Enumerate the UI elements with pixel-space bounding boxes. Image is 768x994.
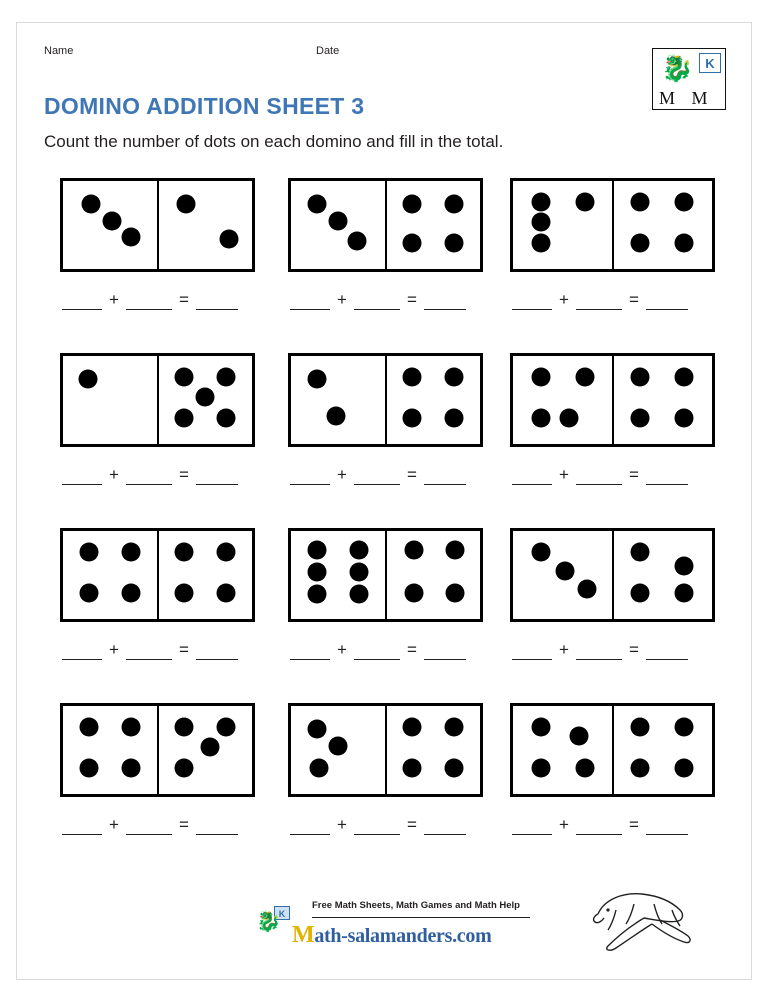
addend-2-blank[interactable]: [354, 645, 400, 660]
domino-half-right: [386, 531, 481, 619]
domino-pip: [559, 408, 578, 427]
domino-pip: [402, 718, 421, 737]
equation-line: [290, 290, 510, 310]
problem-4: [60, 353, 280, 484]
addend-2-blank[interactable]: [576, 645, 622, 660]
domino-pip: [675, 193, 694, 212]
domino-pip: [675, 557, 694, 576]
plus-sign: +: [109, 815, 119, 834]
domino-pip: [444, 758, 463, 777]
domino-pip: [80, 758, 99, 777]
domino-pip: [176, 194, 195, 213]
total-blank[interactable]: [646, 470, 688, 485]
addend-2-blank[interactable]: [126, 820, 172, 835]
domino-tile: [60, 178, 255, 272]
problem-grid: [40, 178, 730, 878]
domino-half-left: [291, 706, 386, 794]
name-label: Name: [44, 45, 74, 57]
plus-sign: +: [559, 465, 569, 484]
domino-pip: [444, 194, 463, 213]
domino-pip: [531, 193, 550, 212]
footer-url-initial: M: [292, 922, 315, 948]
footer-url[interactable]: [292, 922, 491, 949]
problem-3: [510, 178, 730, 309]
equals-sign: =: [628, 465, 639, 484]
addend-2-blank[interactable]: [576, 820, 622, 835]
domino-pip: [402, 194, 421, 213]
problem-5: [288, 353, 508, 484]
problem-row: [40, 178, 730, 353]
domino-pip: [631, 193, 650, 212]
problem-2: [288, 178, 508, 309]
footer-logo-k-badge: K: [274, 906, 290, 920]
domino-pip: [348, 231, 367, 250]
domino-pip: [174, 368, 193, 387]
equals-sign: =: [178, 815, 189, 834]
domino-half-right: [613, 181, 713, 269]
problem-6: [510, 353, 730, 484]
problem-12: [510, 703, 730, 834]
equals-sign: =: [406, 815, 417, 834]
domino-half-right: [158, 181, 253, 269]
equals-sign: =: [406, 640, 417, 659]
domino-pip: [555, 562, 574, 581]
total-blank[interactable]: [196, 820, 238, 835]
addend-1-blank[interactable]: [512, 295, 552, 310]
domino-pip: [631, 583, 650, 602]
domino-half-left: [291, 531, 386, 619]
footer-tagline: Free Math Sheets, Math Games and Math Help: [312, 900, 520, 911]
domino-pip: [80, 718, 99, 737]
equation-line: [512, 640, 732, 660]
addend-1-blank[interactable]: [62, 295, 102, 310]
domino-pip: [531, 233, 550, 252]
equals-sign: =: [178, 465, 189, 484]
addend-1-blank[interactable]: [62, 820, 102, 835]
domino-pip: [350, 563, 369, 582]
domino-pip: [404, 541, 423, 560]
domino-pip: [404, 583, 423, 602]
domino-pip: [631, 758, 650, 777]
domino-tile: [288, 703, 483, 797]
total-blank[interactable]: [646, 820, 688, 835]
addend-2-blank[interactable]: [354, 820, 400, 835]
plus-sign: +: [337, 290, 347, 309]
addend-1-blank[interactable]: [62, 645, 102, 660]
addend-1-blank[interactable]: [290, 820, 330, 835]
problem-10: [60, 703, 280, 834]
domino-pip: [631, 718, 650, 737]
domino-pip: [675, 758, 694, 777]
page-border-bottom: [16, 979, 752, 980]
domino-pip: [329, 737, 348, 756]
total-blank[interactable]: [196, 470, 238, 485]
domino-pip: [531, 758, 550, 777]
plus-sign: +: [559, 290, 569, 309]
domino-pip: [308, 585, 327, 604]
domino-pip: [631, 408, 650, 427]
domino-pip: [80, 583, 99, 602]
logo-k-badge: K: [699, 53, 721, 73]
total-blank[interactable]: [646, 295, 688, 310]
domino-half-right: [158, 706, 253, 794]
domino-pip: [444, 233, 463, 252]
domino-pip: [122, 583, 141, 602]
date-label: Date: [316, 45, 340, 57]
domino-pip: [531, 543, 550, 562]
equation-line: [62, 815, 282, 835]
domino-pip: [675, 718, 694, 737]
problem-1: [60, 178, 280, 309]
domino-pip: [446, 583, 465, 602]
addend-2-blank[interactable]: [576, 295, 622, 310]
domino-pip: [402, 758, 421, 777]
equals-sign: =: [628, 640, 639, 659]
domino-half-right: [613, 531, 713, 619]
plus-sign: +: [109, 640, 119, 659]
domino-half-right: [158, 356, 253, 444]
domino-pip: [80, 543, 99, 562]
domino-pip: [675, 233, 694, 252]
instructions: Count the number of dots on each domino and fill in the total.: [44, 132, 504, 151]
footer-divider: [312, 917, 530, 918]
addend-2-blank[interactable]: [126, 295, 172, 310]
total-blank[interactable]: [424, 820, 466, 835]
domino-tile: [510, 178, 715, 272]
problem-row: [40, 703, 730, 878]
domino-pip: [350, 585, 369, 604]
domino-pip: [174, 718, 193, 737]
domino-pip: [174, 758, 193, 777]
domino-half-left: [63, 356, 158, 444]
equation-line: [512, 290, 732, 310]
domino-half-left: [513, 706, 613, 794]
domino-half-left: [513, 181, 613, 269]
addend-2-blank[interactable]: [354, 470, 400, 485]
domino-tile: [288, 353, 483, 447]
problem-row: [40, 353, 730, 528]
footer: [0, 878, 768, 968]
domino-tile: [288, 528, 483, 622]
problem-9: [510, 528, 730, 659]
domino-half-left: [291, 181, 386, 269]
domino-pip: [446, 541, 465, 560]
domino-half-right: [386, 706, 481, 794]
equation-line: [512, 465, 732, 485]
domino-pip: [327, 406, 346, 425]
domino-half-left: [291, 356, 386, 444]
domino-half-right: [386, 181, 481, 269]
domino-pip: [402, 408, 421, 427]
addend-1-blank[interactable]: [512, 820, 552, 835]
equals-sign: =: [406, 290, 417, 309]
domino-half-right: [613, 706, 713, 794]
addend-2-blank[interactable]: [576, 470, 622, 485]
equation-line: [512, 815, 732, 835]
domino-pip: [201, 738, 220, 757]
equation-line: [62, 465, 282, 485]
domino-pip: [220, 230, 239, 249]
domino-pip: [631, 368, 650, 387]
addend-1-blank[interactable]: [290, 470, 330, 485]
domino-pip: [174, 543, 193, 562]
page-border-top: [16, 22, 752, 23]
addend-1-blank[interactable]: [290, 295, 330, 310]
plus-sign: +: [559, 640, 569, 659]
domino-tile: [60, 353, 255, 447]
domino-tile: [288, 178, 483, 272]
domino-pip: [216, 408, 235, 427]
domino-pip: [675, 583, 694, 602]
plus-sign: +: [337, 640, 347, 659]
domino-pip: [216, 718, 235, 737]
domino-pip: [577, 580, 596, 599]
domino-half-left: [63, 181, 158, 269]
problem-7: [60, 528, 280, 659]
domino-pip: [308, 194, 327, 213]
domino-pip: [575, 193, 594, 212]
domino-pip: [78, 369, 97, 388]
domino-pip: [122, 718, 141, 737]
domino-tile: [510, 353, 715, 447]
page-border-left: [16, 22, 17, 980]
domino-half-left: [513, 356, 613, 444]
domino-half-right: [613, 356, 713, 444]
addend-2-blank[interactable]: [126, 470, 172, 485]
domino-pip: [216, 368, 235, 387]
plus-sign: +: [337, 815, 347, 834]
domino-pip: [631, 543, 650, 562]
equals-sign: =: [406, 465, 417, 484]
problem-11: [288, 703, 508, 834]
salamander-icon: 🐉: [661, 53, 694, 83]
domino-half-left: [63, 706, 158, 794]
footer-brand: [250, 896, 550, 962]
page-title: DOMINO ADDITION SHEET 3: [44, 93, 365, 119]
lizard-icon: [586, 880, 698, 954]
domino-pip: [174, 408, 193, 427]
total-blank[interactable]: [646, 645, 688, 660]
domino-pip: [308, 369, 327, 388]
domino-pip: [350, 541, 369, 560]
addend-1-blank[interactable]: [290, 645, 330, 660]
addend-1-blank[interactable]: [62, 470, 102, 485]
domino-pip: [122, 228, 141, 247]
domino-tile: [60, 703, 255, 797]
domino-pip: [174, 583, 193, 602]
domino-pip: [122, 543, 141, 562]
plus-sign: +: [109, 465, 119, 484]
page-border-right: [751, 22, 752, 980]
domino-half-left: [513, 531, 613, 619]
domino-pip: [444, 408, 463, 427]
domino-pip: [195, 388, 214, 407]
domino-pip: [308, 563, 327, 582]
plus-sign: +: [559, 815, 569, 834]
domino-pip: [531, 718, 550, 737]
domino-tile: [60, 528, 255, 622]
domino-pip: [531, 368, 550, 387]
equals-sign: =: [178, 640, 189, 659]
domino-pip: [329, 212, 348, 231]
domino-pip: [531, 213, 550, 232]
domino-pip: [402, 368, 421, 387]
domino-pip: [575, 368, 594, 387]
footer-salamander-icon: K 🐉: [256, 906, 290, 952]
equation-line: [62, 640, 282, 660]
domino-pip: [310, 758, 329, 777]
logo-m-letters: M M: [659, 88, 714, 108]
equation-line: [290, 465, 510, 485]
problem-8: [288, 528, 508, 659]
domino-pip: [444, 368, 463, 387]
addend-1-blank[interactable]: [512, 645, 552, 660]
domino-pip: [308, 719, 327, 738]
total-blank[interactable]: [424, 295, 466, 310]
domino-pip: [444, 718, 463, 737]
equals-sign: =: [628, 815, 639, 834]
domino-pip: [82, 194, 101, 213]
domino-pip: [308, 541, 327, 560]
domino-pip: [575, 758, 594, 777]
equals-sign: =: [178, 290, 189, 309]
domino-pip: [631, 233, 650, 252]
problem-row: [40, 528, 730, 703]
domino-tile: [510, 528, 715, 622]
addend-2-blank[interactable]: [126, 645, 172, 660]
footer-url-text: ath-salamanders.com: [314, 925, 492, 947]
domino-half-left: [63, 531, 158, 619]
domino-pip: [531, 408, 550, 427]
domino-tile: [510, 703, 715, 797]
domino-pip: [675, 368, 694, 387]
domino-half-right: [158, 531, 253, 619]
total-blank[interactable]: [196, 295, 238, 310]
domino-pip: [216, 583, 235, 602]
total-blank[interactable]: [196, 645, 238, 660]
domino-pip: [216, 543, 235, 562]
domino-pip: [402, 233, 421, 252]
equation-line: [290, 640, 510, 660]
brand-logo: [652, 48, 726, 110]
addend-2-blank[interactable]: [354, 295, 400, 310]
plus-sign: +: [337, 465, 347, 484]
addend-1-blank[interactable]: [512, 470, 552, 485]
domino-pip: [675, 408, 694, 427]
domino-pip: [103, 212, 122, 231]
domino-half-right: [386, 356, 481, 444]
equation-line: [62, 290, 282, 310]
domino-pip: [122, 758, 141, 777]
plus-sign: +: [109, 290, 119, 309]
domino-pip: [569, 726, 588, 745]
equals-sign: =: [628, 290, 639, 309]
equation-line: [290, 815, 510, 835]
total-blank[interactable]: [424, 470, 466, 485]
total-blank[interactable]: [424, 645, 466, 660]
